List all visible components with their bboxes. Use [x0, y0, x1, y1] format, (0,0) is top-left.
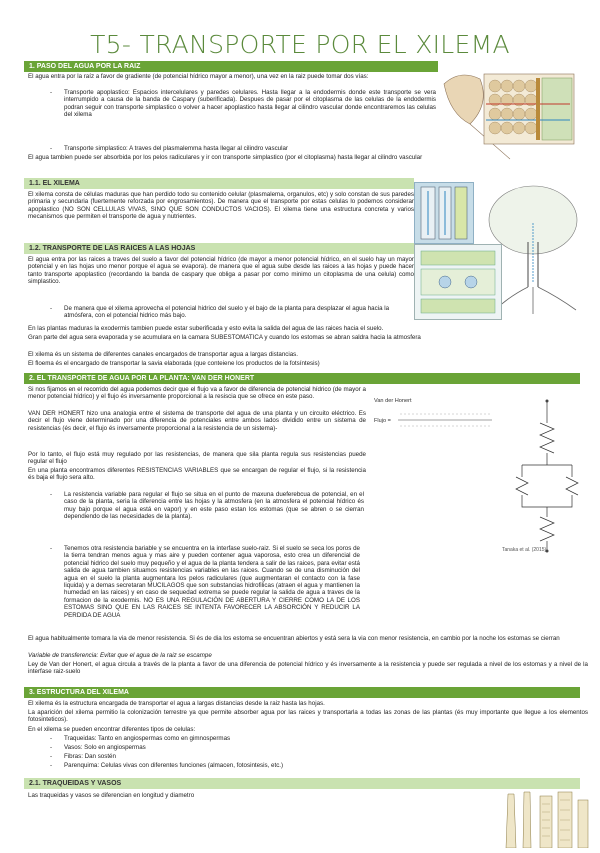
s2-p6: Variable de transferencia: Evitar que el agua de la raiz se escampe: [28, 652, 212, 659]
s12-text-4: El xilema és un sistema de diferentes canales encargados de transportar agua a largas distancias.: [28, 351, 298, 358]
section-header-1-2: 1.2. TRANSPORTE DE LAS RAICES A LAS HOJAS: [24, 243, 414, 254]
s12-text-5: El floema és el encargado de transportar la savia elaborada (que conteiene los productos de la fotsíntesis): [28, 360, 320, 367]
root-cross-section-figure: [440, 64, 580, 164]
s2-bullet-2: - Tenemos otra resistencia bariable y se encuentra en la interfase suelo-raiz. Si el suelo se seca los poros de la tierra tendran menos agua y mas aire y pueden contener agua vaporosa, esto crea un diferencial de potencial hidrico del suelo muy pequeño y el agua de la planta tendera a salir de las raices, para evitar está salida de agua tambien situamos resistencias variables en las raices. Cuando se de una disminución del agua en el suelo la planta augmentara los pelos radiculares (que augmentaran el contacto con la fase liquida) y a demas secretaran MUCILAGOS que son substancias hidrofilicas (atraen el agua y mantienen la humedad en las raices) y en caso de sequedad extrema se puede regular la salida de agua a traves de la formacion de la exodermis. NO ES UNA REGULACIÓN DE ABERTURA Y CIERRE COMO LA DE LOS ESTOMAS SINO QUE EN LAS RAICES SE INTENTA FAVORECER LA ABSORCIÓN Y REDUCIR LA PERDIDA DE AGUA: [50, 545, 360, 619]
section-header-2: 2. EL TRANSPORTE DE AGUA POR LA PLANTA: VAN DER HONERT: [24, 373, 580, 384]
flujo-label: Flujo =: [374, 418, 391, 424]
s2-p2: VAN DER HONERT hizo una analogia entre el sistema de transporte del agua de una planta y un circuito eléctrico. Es decir el flujo viene determinado por una diferencia de potenciales entre ambos lados dividido entre un sistema de resistencias (és decir, el flujo és inversamente proporcional a la resistencia de un sistema)-: [28, 410, 366, 432]
s1-intro: El agua entra por la raíz a favor de gradiente (de potencial hídrico mayor a menor), una vez en la raiz puede tomar dos vías:: [28, 73, 369, 80]
s1-outro: El agua tambien puede ser absorbida por los pelos radiculares y ir con transporte simplastico (por el citoplasma) hasta llegar al cilindro vascular: [28, 154, 423, 161]
van-der-honert-label: Van der Honert: [374, 398, 412, 404]
section-header-2-1: 2.1. TRAQUEIDAS Y VASOS: [24, 778, 580, 789]
section-header-3: 3. ESTRUCTURA DEL XILEMA: [24, 687, 580, 698]
resistance-circuit-figure: [500, 395, 594, 555]
s2-p5: El agua habitualmente tomara la via de menor resistencia. Si és de dia los estoma se encuentran abiertos y está sera la via con menor resistencia, en cambio por la noche los estomas se cierran: [28, 635, 560, 642]
xylem-cell-type-2: - Vasos: Solo en angiospermas: [50, 744, 146, 751]
s2-bullet-1: - La resistencia variable para regular el flujo se situa en el punto de maxuna dueferebcua de potencial, en el caso de la planta, seria la diferencia entre las hojas y la atmosfera (en la atmosfera el potencial hídrico és muy bajo porque el agua está en vapor) y en este paso estan los estomas (que se abren o se cierran dependiendo de las necesidades de la planta).: [50, 491, 364, 521]
tracheids-vessels-figure: [502, 790, 592, 848]
s12-bullet-1: - De manera que el xilema aprovecha el potencial hidrico del suelo y el bajo de la planta para desplazar el agua hacia la atmósfera, con el potencial hidrico más bajo.: [50, 305, 390, 320]
page-title: T5- TRANSPORTE POR EL XILEMA: [90, 30, 510, 59]
section-header-1: 1. PASO DEL AGUA POR LA RAIZ: [24, 61, 438, 72]
s2-p4: En una planta encontramos diferentes RESISTENCIAS VARIABLES que se encargan de regular el flujo, si la resistencia és baja el flujo sera alto.: [28, 467, 366, 482]
xylem-cell-type-1: - Traqueidas: Tanto en angiospermas como en gimnospermas: [50, 735, 231, 742]
xylem-vessel-figure: [414, 182, 474, 244]
s1-bullet-1: - Transporte apoplastico: Espacios intercelulares y paredes celulares. Hasta llegar a la endodermis donde este transporte se vera interrumpido a causa de la banda de Caspary (suberificada). Despues de pasar por el citoplasma de las celulas de la endodermis podran seguir con transporte simplastico o volver a hacer apoplastico hasta llegar al cilindro vascular donde encontraremos las celulas del xilema: [50, 89, 436, 119]
s2-p3: Por lo tanto, el flujo está muy regulado por las resistencias, de manera que sila planta regula sus resistencias puede regular el flujo: [28, 451, 366, 466]
s3-p1: El xilema és la estructura encargada de transportar el agua a largas distancias desde la raiz hasta las hojas.: [28, 700, 325, 707]
van-der-honert-equation: [370, 396, 498, 444]
s12-text-2: En las plantas maduras la exodermis tambien puede estar suberificada y esto evita la salida del agua de las raices hacia el suelo.: [28, 325, 384, 332]
s1-bullet-2: - Transporte simplastico: A traves del plasmalemma hasta llegar al cilindro vascular: [50, 145, 288, 152]
leaf-diagram-figure: [414, 244, 502, 320]
s11-text: El xilema consta de células maduras que han perdido todo su contenido celular (plasmalema, organulos, etc) y solo constan de sus paredes primaria y secundaria (fuertemente reforzada por engrosamientos). De manera que el transporte por estas celulas lo podemos considerar apoplastico (NO SON CELLULAS VIVAS, SINO QUE SON CONDUCTOS VACIOS). El xilema tiene una estructura concreta y varios mecanismos que permiten el transporte de agua y nutrientes.: [28, 191, 414, 221]
s3-p3: En el xilema se pueden encontrar diferentes tipos de celulas:: [28, 726, 196, 733]
s12-text: El agua entra por las raices a traves del suelo a favor del potencial hídrico (de mayor a menor potencial hídrico, en el suelo hay un mayor potencial y en las hojas uno menor porque el agua se evapora). de manera que el agua sube desde las raices a las hojas y puede hacer tanto transporte apoplastico (recordando la banda de caspary que obliga a pasar por como minimo un citoplasma de una celula) como simplastico.: [28, 256, 414, 286]
xylem-cell-type-3: - Fibras: Dan sostén: [50, 753, 116, 760]
xylem-cell-type-4: - Parenquima: Celulas vivas con diferentes funciones (almacen, fotosintesis, etc.): [50, 762, 284, 769]
s21-text: Las traqueidas y vasos se diferencian en longitud y diametro: [28, 792, 195, 799]
s3-p2: La aparición del xilema permitio la colonización terrestre ya que permite absorber agua por las raices y transportarla a todas las zonas de las plantas (és muy importante que llegue a los elementos fotosinteticos).: [28, 709, 588, 724]
s12-text-3: Gran parte del agua sera evaporada y se acumulara en la camara SUBESTOMATICA y cuando los estomas se abran saldra hacia la atmosfera: [28, 334, 421, 341]
figure-caption: Tanaka et al. (2015): [502, 547, 547, 553]
s2-p1: Si nos fijamos en el recorrido del agua podemos decir que el flujo va a favor de diferencia de potencial hídrico (de mayor a menor potencial hídrico) y el flujo és inversamente proporcional a la resiscia que se ofrece en este paso.: [28, 386, 366, 401]
s2-p7: Ley de Van der Honert, el agua circula a través de la planta a favor de una diferencia de potencial hídrico y és inversamente a la resistencia y puede ser regulada a nivel de los estomas y a nivel de la interfase raiz-suelo: [28, 661, 588, 676]
section-header-1-1: 1.1. EL XILEMA: [24, 178, 414, 189]
